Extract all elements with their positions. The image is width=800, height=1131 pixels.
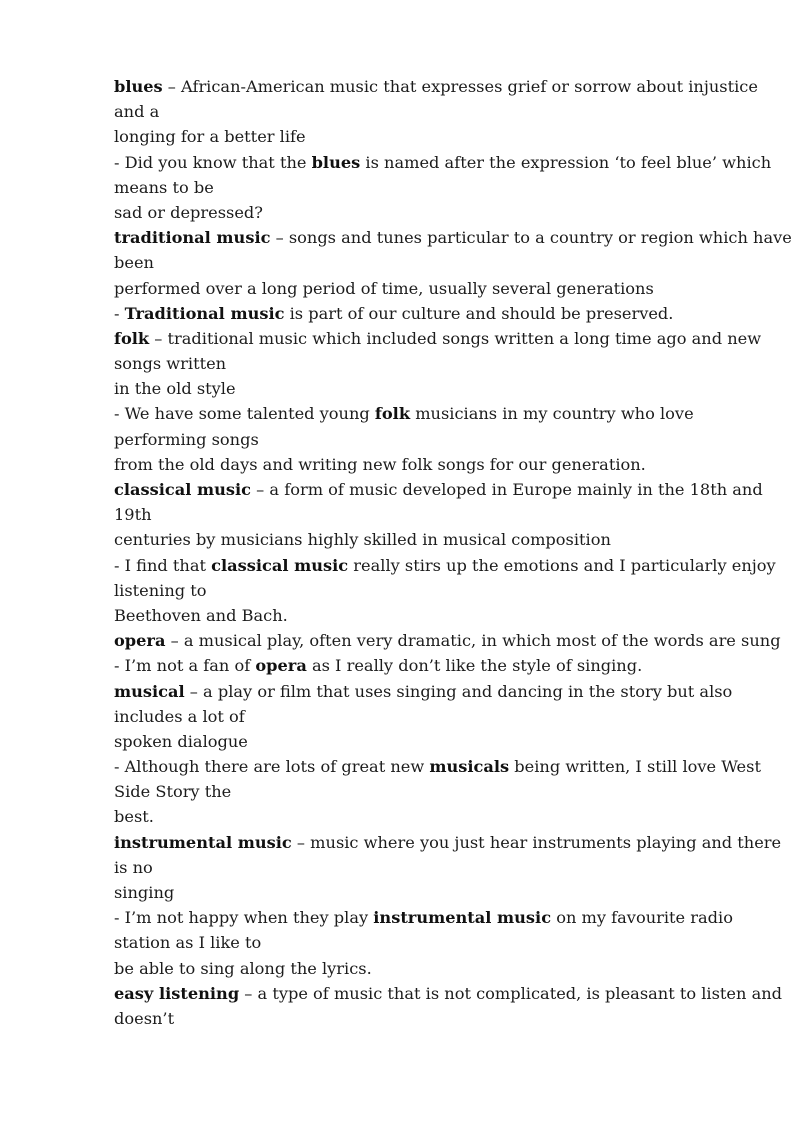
text-line — [114, 502, 754, 527]
text-line — [114, 804, 754, 829]
text-run: - I’m not a fan of — [114, 656, 256, 676]
text-run: – a type of music that is not complicated, is pleasant to listen and — [239, 983, 783, 1003]
term-bold: instrumental music — [114, 832, 292, 852]
text-run: spoken dialogue — [114, 731, 248, 751]
text-run: is no — [114, 857, 153, 877]
term-bold: instrumental music — [373, 908, 552, 928]
text-run: really stirs up the emotions and I particularly enjoy — [348, 555, 776, 575]
text-line — [114, 376, 754, 401]
text-line — [114, 150, 772, 175]
text-run: station as I like to — [114, 933, 262, 953]
term-bold: traditional music — [114, 228, 271, 248]
text-line — [114, 175, 754, 200]
text-run: 19th — [114, 505, 152, 525]
text-line — [114, 326, 762, 351]
text-line — [114, 401, 754, 426]
text-run: as I really don’t like the style of singing. — [306, 656, 643, 676]
text-line — [114, 905, 754, 930]
text-run: longing for a better life — [114, 127, 306, 147]
text-run: performed over a long period of time, usually several generations — [114, 278, 654, 298]
text-line — [114, 628, 781, 653]
text-line — [114, 779, 754, 804]
term-bold: classical music — [114, 480, 252, 499]
term-bold: musical — [114, 681, 185, 701]
text-line — [114, 578, 754, 603]
text-run: best. — [114, 807, 154, 827]
text-run: – songs and tunes particular to a country or region which have — [270, 228, 792, 248]
text-run: is named after the expression ‘to feel blue’ which — [360, 152, 772, 172]
text-line — [114, 930, 754, 955]
text-line — [114, 99, 754, 124]
text-run: - We have some talented young — [114, 404, 375, 424]
text-run: been — [114, 253, 154, 273]
text-line — [114, 200, 754, 225]
text-line — [114, 704, 754, 729]
text-line — [114, 653, 754, 678]
text-run: – music where you just hear instruments playing and there — [291, 832, 782, 852]
text-run: being written, I still love West — [509, 757, 761, 777]
text-run: – traditional music which included songs written a long time ago and new — [149, 328, 762, 348]
term-bold: folk — [374, 404, 411, 424]
text-run: - — [114, 303, 125, 323]
term-bold: folk — [114, 328, 150, 348]
text-line — [114, 427, 754, 452]
text-line — [114, 74, 758, 99]
text-line — [114, 351, 754, 376]
text-run: – a musical play, often very dramatic, in which most of the words are sung — [165, 631, 781, 651]
text-run: Beethoven and Bach. — [114, 605, 288, 625]
text-run: – African-American music that expresses grief or sorrow about injustice — [162, 77, 758, 96]
text-run: - Although there are lots of great new — [114, 757, 430, 777]
text-line — [114, 603, 754, 628]
text-run: performing songs — [114, 429, 259, 449]
term-bold: classical music — [211, 555, 349, 575]
text-line — [114, 553, 776, 578]
text-run: in the old style — [114, 379, 236, 399]
text-run: from the old days and writing new folk songs for our generation. — [114, 454, 646, 474]
term-bold: Traditional music — [124, 303, 285, 323]
term-bold: blues — [114, 77, 163, 96]
text-run: – a form of music developed in Europe mainly in the 18th and — [251, 480, 763, 499]
term-bold: opera — [114, 631, 166, 651]
text-line — [114, 754, 761, 779]
term-bold: blues — [311, 152, 361, 172]
text-line — [114, 276, 754, 301]
text-run: doesn’t — [114, 1008, 175, 1028]
text-line — [114, 855, 754, 880]
text-run: on my favourite radio — [551, 908, 733, 928]
text-run: centuries by musicians highly skilled in musical composition — [114, 530, 611, 550]
text-line — [114, 225, 792, 250]
text-run: means to be — [114, 177, 214, 197]
text-line — [114, 830, 782, 855]
text-run: Side Story the — [114, 782, 232, 802]
document-page — [114, 74, 792, 1031]
text-run: and a — [114, 102, 160, 122]
text-line — [114, 477, 763, 502]
text-line — [114, 301, 754, 326]
term-bold: opera — [255, 656, 307, 676]
text-line — [114, 452, 754, 477]
text-run: listening to — [114, 580, 207, 600]
text-line — [114, 527, 754, 552]
text-line — [114, 250, 754, 275]
text-run: musicians in my country who love — [410, 404, 694, 424]
text-run: be able to sing along the lyrics. — [114, 958, 372, 978]
text-line — [114, 956, 754, 981]
text-run: singing — [114, 883, 175, 902]
text-line — [114, 981, 783, 1006]
term-bold: easy listening — [114, 983, 240, 1003]
text-run: – a play or film that uses singing and dancing in the story but also — [184, 681, 733, 701]
text-run: songs written — [114, 354, 227, 374]
text-line — [114, 729, 754, 754]
text-run: - I’m not happy when they play — [114, 908, 374, 928]
text-line — [114, 880, 754, 905]
text-line — [114, 124, 754, 149]
text-run: sad or depressed? — [114, 202, 263, 222]
text-run: - I find that — [114, 555, 212, 575]
text-line — [114, 679, 754, 704]
term-bold: musicals — [429, 757, 510, 777]
text-run: - Did you know that the — [114, 152, 312, 172]
text-line — [114, 1006, 754, 1031]
text-run: includes a lot of — [114, 706, 245, 726]
text-run: is part of our culture and should be preserved. — [284, 303, 674, 323]
